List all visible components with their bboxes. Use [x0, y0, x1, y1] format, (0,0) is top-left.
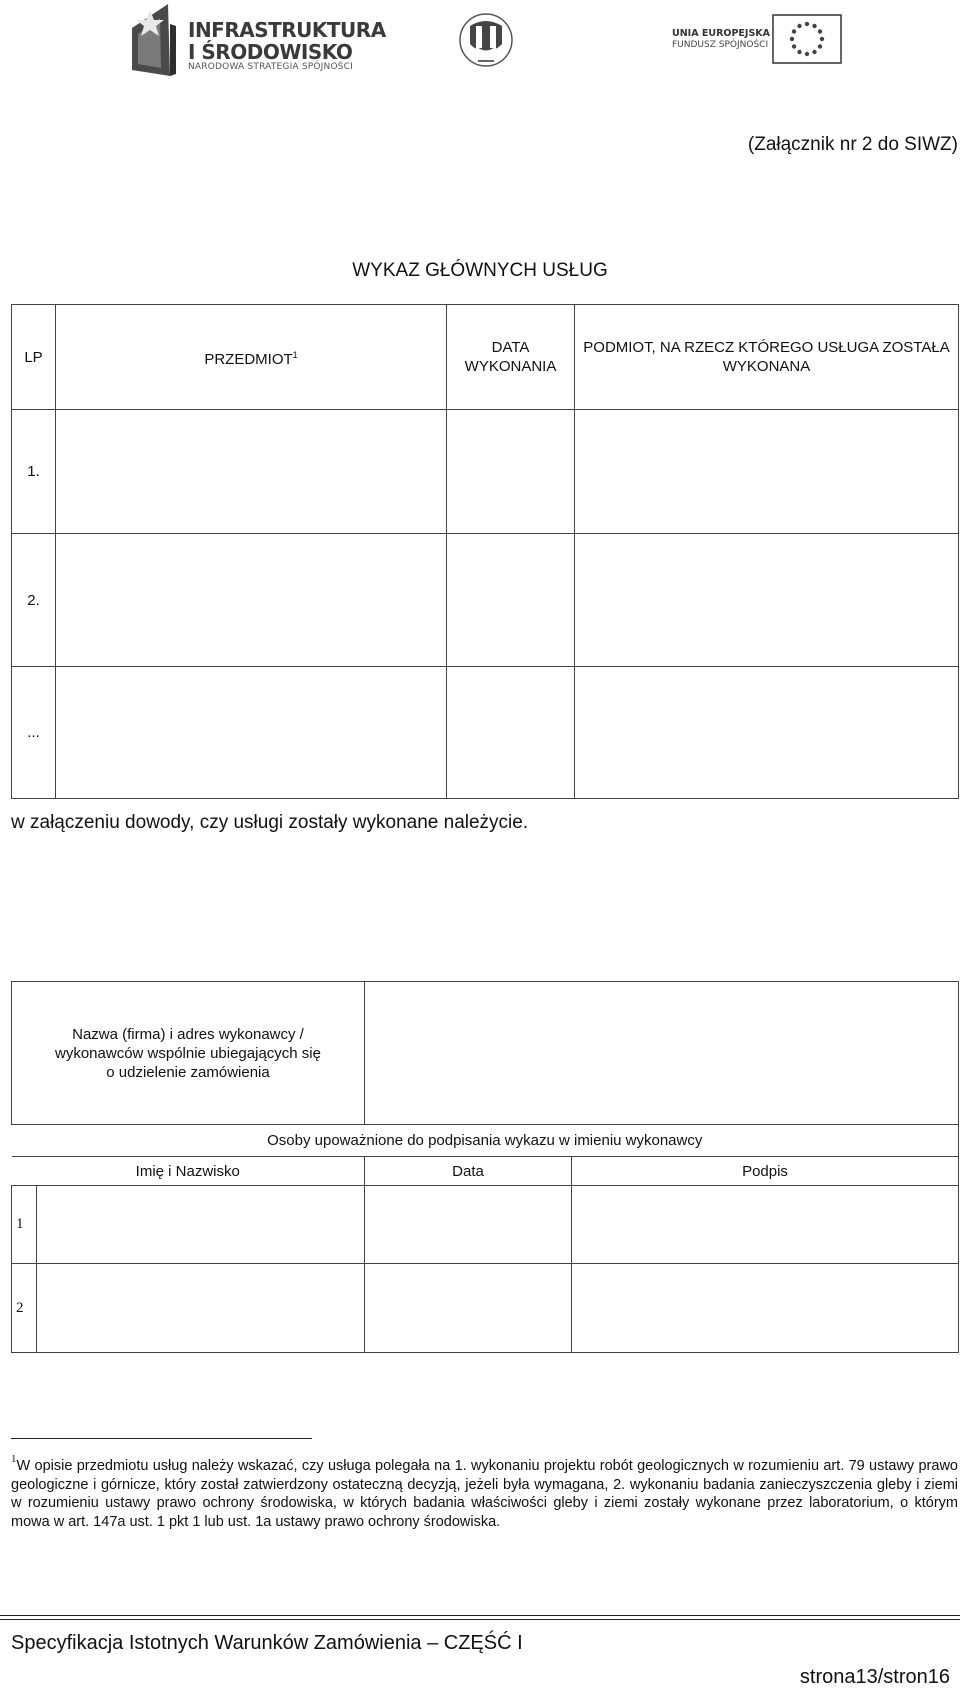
services-table — [11, 304, 959, 799]
row-entity-cell — [575, 534, 959, 667]
logo-left-line1: INFRASTRUKTURA — [188, 18, 386, 42]
footnote-divider — [11, 1438, 312, 1439]
column-name: Imię i Nazwisko — [12, 1157, 365, 1186]
signature-date-field[interactable] — [365, 1186, 572, 1264]
annex-label: (Załącznik nr 2 do SIWZ) — [747, 134, 958, 155]
signature-name-field[interactable] — [37, 1186, 365, 1264]
row-lp: 2. — [12, 534, 56, 667]
column-signature: Podpis — [572, 1157, 959, 1186]
footer-divider — [0, 1619, 960, 1620]
table-row — [12, 667, 959, 799]
row-entity-cell — [575, 667, 959, 799]
footer-spec: Specyfikacja Istotnych Warunków Zamówienia – CZĘŚĆ I — [11, 1632, 523, 1654]
footer-divider — [0, 1615, 960, 1616]
row-lp: ... — [12, 667, 56, 799]
services-table-header — [12, 305, 959, 410]
company-label — [12, 982, 365, 1125]
signature-columns-row — [12, 1157, 959, 1186]
header-subject-label: PRZEDMIOT — [204, 350, 293, 368]
row-subject-cell — [56, 534, 447, 667]
institution-seal-icon — [458, 12, 514, 68]
signature-row-number: 2 — [12, 1264, 37, 1353]
footnote-ref: 1 — [292, 349, 298, 360]
logo-left-line2: I ŚRODOWISKO — [188, 40, 353, 64]
column-date: Data — [365, 1157, 572, 1186]
signature-date-field[interactable] — [365, 1264, 572, 1353]
page-title: WYKAZ GŁÓWNYCH USŁUG — [352, 260, 608, 281]
authorized-header-row — [12, 1125, 959, 1157]
logo-right-line1: UNIA EUROPEJSKA — [672, 28, 770, 39]
header-lp: LP — [12, 305, 56, 410]
header-subject — [56, 305, 447, 410]
header-entity: PODMIOT, NA RZECZ KTÓREGO USŁUGA ZOSTAŁA WYKONANA — [575, 305, 959, 410]
signature-table — [11, 981, 959, 1353]
infrastruktura-logo — [130, 4, 386, 76]
signature-sign-field[interactable] — [572, 1264, 959, 1353]
row-subject-cell — [56, 410, 447, 534]
footnote-text: W opisie przedmiotu usług należy wskazać, czy usługa polegała na 1. wykonaniu projektu robót geologicznych w rozumieniu art. 79 ustawy prawo geologiczne i górnicze, który został zatwierdzony ostateczną decyzją, jeżeli była wymagana, 2. wykonaniu badania zanieczyszczenia gleby i ziemi w rozumieniu ustawy prawo ochrony środowiska, w których badania właściwości gleby i ziemi zostały wykonane przez laboratorium, o którym mowa w art. 147a ust. 1 pkt 1 lub ust. 1a ustawy prawo ochrony środowiska. — [11, 1458, 958, 1530]
footnote — [11, 1450, 958, 1531]
signature-row-number: 1 — [12, 1186, 37, 1264]
row-entity-cell — [575, 410, 959, 534]
signature-name-field[interactable] — [37, 1264, 365, 1353]
eu-logo — [668, 14, 844, 64]
authorized-header: Osoby upoważnione do podpisania wykazu w imieniu wykonawcy — [12, 1125, 959, 1157]
header-date: DATA WYKONANIA — [447, 305, 575, 410]
table-row — [12, 410, 959, 534]
logo-right-line2: FUNDUSZ SPÓJNOŚCI — [672, 40, 769, 50]
infrastruktura-logo-icon — [130, 4, 178, 76]
signature-row — [12, 1264, 959, 1353]
company-label-text: Nazwa (firma) i adres wykonawcy / wykonawców wspólnie ubiegających się o udzielenie zamówienia — [55, 1025, 321, 1081]
row-date-cell — [447, 667, 575, 799]
page-header — [0, 0, 960, 85]
company-row — [12, 982, 959, 1125]
logo-left-line3: NARODOWA STRATEGIA SPÓJNOŚCI — [188, 62, 353, 72]
row-subject-cell — [56, 667, 447, 799]
company-value-field[interactable] — [365, 982, 959, 1125]
row-date-cell — [447, 534, 575, 667]
signature-row — [12, 1186, 959, 1264]
row-date-cell — [447, 410, 575, 534]
page-number: strona13/stron16 — [799, 1666, 950, 1688]
footnote-mark: 1 — [11, 1453, 17, 1465]
eu-flag-icon — [772, 14, 842, 64]
table-row — [12, 534, 959, 667]
row-lp: 1. — [12, 410, 56, 534]
attachment-note: w załączeniu dowody, czy usługi zostały wykonane należycie. — [11, 812, 529, 833]
signature-sign-field[interactable] — [572, 1186, 959, 1264]
